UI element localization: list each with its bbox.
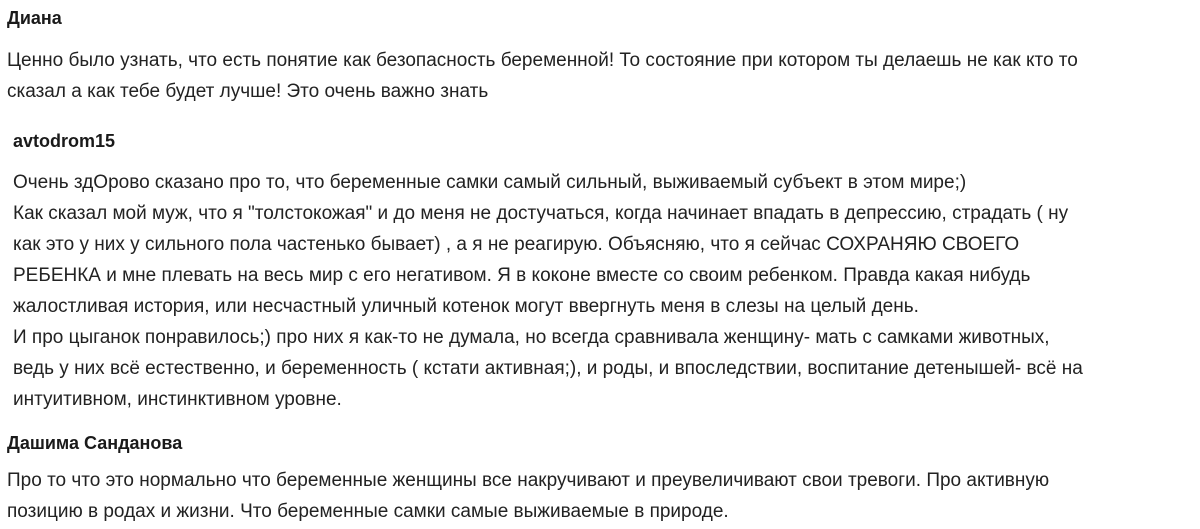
comment-text-line: жалостливая история, или несчастный уличный котенок могут ввергнуть меня в слезы на целый день. xyxy=(13,296,919,317)
comment-text-line: И про цыганок понравилось;) про них я как-то не думала, но всегда сравнивала женщину- мать с самками животных, xyxy=(13,327,1050,348)
comment-text xyxy=(0,45,1200,107)
comment-text-line: как это у них у сильного пола частенько бывает) , а я не реагирую. Объясняю, что я сейчас СОХРАНЯЮ СВОЕГО xyxy=(13,234,1020,255)
comment-text-line: Ценно было узнать, что есть понятие как безопасность беременной! То состояние при котором ты делаешь не как кто то xyxy=(7,50,1078,71)
comment-text-line: ведь у них всё естественно, и беременность ( кстати активная;), и роды, и впоследствии, воспитание детенышей- всё на xyxy=(13,358,1083,379)
comment-text xyxy=(0,167,1200,415)
comment-author: avtodrom15 xyxy=(13,131,116,151)
comment-text-line: позицию в родах и жизни. Что беременные самки самые выживаемые в природе. xyxy=(7,501,729,522)
comment-text xyxy=(0,465,1200,527)
comment xyxy=(0,6,1200,107)
comment-text-line: РЕБЕНКА и мне плевать на весь мир с его негативом. Я в коконе вместе со своим ребенком. Правда какая нибудь xyxy=(13,265,1031,286)
comment-text-line: интуитивном, инстинктивном уровне. xyxy=(13,389,342,410)
comment-text-line: сказал а как тебе будет лучше! Это очень важно знать xyxy=(7,81,489,102)
comment-text-line: Как сказал мой муж, что я "толстокожая" и до меня не достучаться, когда начинает впадать в депрессию, страдать ( ну xyxy=(13,203,1069,224)
comment-text-line: Про то что это нормально что беременные женщины все накручивают и преувеличивают свои тревоги. Про активную xyxy=(7,470,1050,491)
comment-text-line: Очень здОрово сказано про то, что беременные самки самый сильный, выживаемый субъект в этом мире;) xyxy=(13,172,967,193)
comment-author: Дашима Санданова xyxy=(7,433,183,453)
comment xyxy=(0,129,1200,415)
comment-author: Диана xyxy=(7,8,62,28)
comment xyxy=(0,431,1200,527)
